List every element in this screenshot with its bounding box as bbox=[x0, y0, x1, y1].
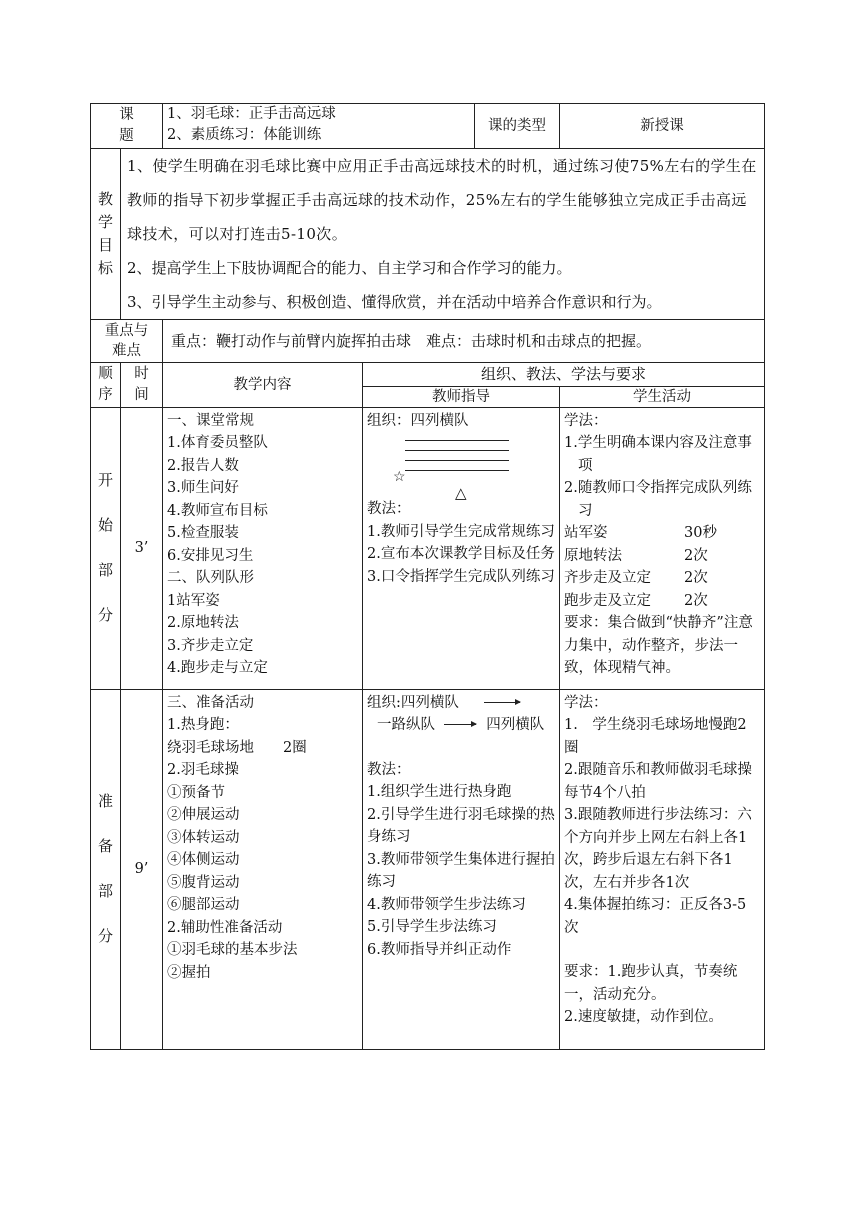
student-item: 2.跟随音乐和教师做羽毛球操每节4个八拍 bbox=[564, 762, 752, 801]
student-requirement: 要求：集合做到“快静齐”注意力集中，动作整齐，步法一致，体现精气神。 bbox=[564, 615, 753, 676]
order-header: 顺序 bbox=[98, 365, 113, 403]
content-line: 绕羽毛球场地 2圈 bbox=[167, 739, 307, 756]
student-requirement: 2.速度敏捷，动作到位。 bbox=[564, 1009, 723, 1025]
topic-row bbox=[91, 104, 765, 149]
section-start-label: 开始部分 bbox=[97, 471, 113, 624]
teacher-header: 教师指导 bbox=[363, 386, 560, 407]
content-line: 4.跑步走与立定 bbox=[167, 660, 268, 676]
star-icon: ☆ bbox=[393, 469, 406, 485]
formation-line bbox=[405, 470, 509, 471]
section-prep-teacher bbox=[363, 689, 560, 1049]
time-header: 时间 bbox=[134, 365, 149, 403]
section-prep-time: 9’ bbox=[121, 689, 163, 1049]
drill-row bbox=[564, 522, 760, 545]
drill-row bbox=[564, 545, 760, 568]
section-start-student bbox=[560, 407, 765, 689]
content-line: 2.原地转法 bbox=[167, 615, 239, 631]
content-line: 1站军姿 bbox=[167, 592, 220, 609]
drill-name: 站军姿 bbox=[564, 525, 608, 541]
teacher-method: 6.教师指导并纠正动作 bbox=[367, 941, 512, 958]
teacher-method-label: 教法： bbox=[367, 761, 411, 778]
topic-lines bbox=[163, 104, 474, 148]
content-line: ④体侧运动 bbox=[167, 852, 240, 868]
section-start-content bbox=[163, 407, 363, 689]
topic-line: 2、素质练习：体能训练 bbox=[167, 127, 322, 143]
content-line: 三、准备活动 bbox=[167, 694, 254, 711]
content-line: 2.羽毛球操 bbox=[167, 762, 239, 778]
student-label: 学法： bbox=[564, 694, 608, 711]
student-header: 学生活动 bbox=[560, 386, 765, 407]
section-prep-content bbox=[163, 689, 363, 1049]
section-start-row bbox=[91, 407, 765, 689]
goal-item: 3、引导学生主动参与、积极创造、懂得欣赏，并在活动中培养合作意识和行为。 bbox=[127, 293, 662, 311]
org-header: 组织、教法、学法与要求 bbox=[363, 363, 765, 387]
formation-line bbox=[405, 440, 509, 441]
student-item: 1. 学生绕羽毛球场地慢跑2圈 bbox=[564, 717, 747, 756]
content-line: ②伸展运动 bbox=[167, 807, 240, 823]
section-prep-label: 准备部分 bbox=[97, 792, 113, 945]
teacher-org-a: 组织:四列横队 bbox=[367, 694, 459, 711]
lesson-plan-table bbox=[90, 103, 765, 1050]
student-item: 1.学生明确本课内容及注意事项 bbox=[564, 435, 752, 474]
topic-label: 课题 bbox=[119, 107, 134, 144]
drill-row bbox=[564, 590, 760, 613]
formation-diagram bbox=[367, 432, 555, 502]
content-line: 1.热身跑： bbox=[167, 717, 239, 733]
content-line: 6.安排见习生 bbox=[167, 547, 254, 564]
section-start-teacher bbox=[363, 407, 560, 689]
teacher-method: 3.教师带领学生集体进行握拍练习 bbox=[367, 851, 555, 890]
student-label: 学法： bbox=[564, 412, 608, 429]
drill-row bbox=[564, 567, 760, 590]
content-line: ⑤腹背运动 bbox=[167, 874, 240, 891]
student-item: 2.随教师口令指挥完成队列练习 bbox=[564, 480, 752, 519]
teacher-org-line bbox=[367, 714, 555, 737]
content-line: ①羽毛球的基本步法 bbox=[167, 942, 298, 958]
goal-item: 1、使学生明确在羽毛球比赛中应用正手击高远球技术的时机，通过练习使75%左右的学生在教师的指导下初步掌握正手击高远球的技术动作，25%左右的学生能够独立完成正手击高远球技术，可以对打连击5-10次。 bbox=[127, 157, 757, 243]
content-line: ③体转运动 bbox=[167, 829, 240, 846]
topic-line: 1、羽毛球：正手击高远球 bbox=[167, 106, 336, 122]
teacher-method: 5.引导学生步法练习 bbox=[367, 919, 497, 935]
content-line: 2.辅助性准备活动 bbox=[167, 919, 283, 936]
teacher-method: 3.口令指挥学生完成队列练习 bbox=[367, 568, 555, 585]
student-requirement: 要求：1.跑步认真，节奏统一，活动充分。 bbox=[564, 964, 738, 1003]
triangle-icon: △ bbox=[455, 484, 467, 502]
content-line: 2.报告人数 bbox=[167, 457, 239, 474]
content-line: 3.齐步走立定 bbox=[167, 637, 254, 654]
content-line: 4.教师宣布目标 bbox=[167, 502, 268, 519]
content-line: 二、队列队形 bbox=[167, 570, 254, 586]
formation-line bbox=[405, 460, 509, 461]
content-line: ①预备节 bbox=[167, 784, 225, 801]
drill-count: 2次 bbox=[684, 570, 708, 586]
goals-row bbox=[91, 149, 765, 320]
section-prep-student bbox=[560, 689, 765, 1049]
teacher-org-c: 四列横队 bbox=[486, 717, 545, 733]
student-item: 3.跟随教师进行步法练习：六个方向并步上网左右斜上各1次，跨步后退左右斜下各1次，左右并步各1次 bbox=[564, 807, 752, 891]
lesson-type-label: 课的类型 bbox=[474, 104, 559, 148]
content-line: 一、课堂常规 bbox=[167, 412, 254, 429]
key-points-row bbox=[91, 320, 765, 363]
teacher-method: 2.宣布本次课教学目标及任务 bbox=[367, 546, 555, 562]
section-start-time: 3’ bbox=[121, 407, 163, 689]
content-line: 1.体育委员整队 bbox=[167, 435, 268, 451]
student-item: 4.集体握拍练习：正反各3-5次 bbox=[564, 897, 747, 936]
goals-label: 教学目标 bbox=[97, 190, 113, 277]
content-line: ⑥腿部运动 bbox=[167, 897, 240, 913]
arrow-right-icon bbox=[444, 724, 476, 726]
content-header: 教学内容 bbox=[163, 363, 363, 408]
content-line: 5.检查服装 bbox=[167, 525, 239, 541]
teacher-org-b: 一路纵队 bbox=[377, 717, 435, 733]
teacher-method: 1.组织学生进行热身跑 bbox=[367, 784, 512, 800]
teacher-method-label: 教法： bbox=[367, 501, 411, 517]
drill-name: 齐步走及立定 bbox=[564, 570, 652, 586]
teacher-method: 2.引导学生进行羽毛球操的热身练习 bbox=[367, 806, 555, 845]
drill-count: 30秒 bbox=[684, 525, 717, 541]
content-line: 3.师生问好 bbox=[167, 480, 239, 496]
column-header-row bbox=[91, 363, 765, 387]
key-points-text: 重点：鞭打动作与前臂内旋挥拍击球 难点：击球时机和击球点的把握。 bbox=[163, 320, 765, 363]
lesson-type-value: 新授课 bbox=[560, 104, 765, 149]
formation-line bbox=[405, 450, 509, 451]
arrow-right-icon bbox=[484, 702, 520, 704]
key-points-label: 重点与难点 bbox=[104, 323, 149, 359]
drill-name: 跑步走及立定 bbox=[564, 592, 652, 609]
teacher-org-line bbox=[367, 692, 555, 715]
drill-count: 2次 bbox=[684, 547, 708, 564]
teacher-org: 组织：四列横队 bbox=[367, 412, 469, 429]
teacher-method: 4.教师带领学生步法练习 bbox=[367, 896, 526, 913]
goal-item: 2、提高学生上下肢协调配合的能力、自主学习和合作学习的能力。 bbox=[127, 259, 572, 277]
drill-count: 2次 bbox=[684, 592, 708, 609]
drill-name: 原地转法 bbox=[564, 547, 623, 564]
section-prep-row bbox=[91, 689, 765, 1049]
teacher-method: 1.教师引导学生完成常规练习 bbox=[367, 523, 555, 540]
content-line: ②握拍 bbox=[167, 964, 211, 981]
